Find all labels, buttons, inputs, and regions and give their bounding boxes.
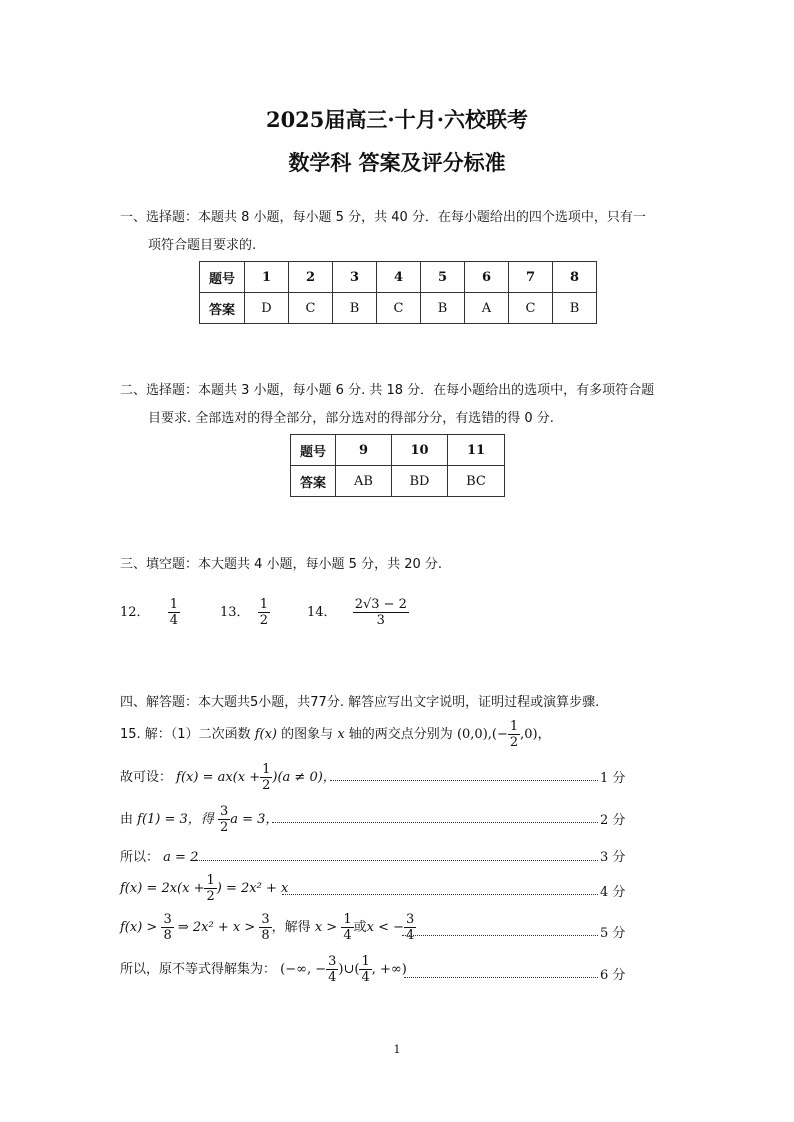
dot-leader [196,860,598,861]
step-math: f(x) > [120,920,158,935]
step-text: 所以： [120,850,160,865]
fraction [341,913,353,942]
question-number: 3 [333,262,377,293]
solution-step-6 [120,955,407,984]
fraction [259,913,271,942]
fill-answer-12 [120,598,180,627]
answer-cell: A [465,293,509,324]
denominator: 2 [262,778,271,793]
row-label-question-no: 题号 [200,262,245,293]
section3-heading: 三、填空题：本大题共 4 小题，每小题 5 分，共 20 分. [120,557,443,572]
section4-heading: 四、解答题：本大题共5小题，共77分. 解答应写出文字说明，证明过程或演算步骤. [120,695,600,710]
section2-heading: 二、选择题：本题共 3 小题，每小题 6 分. 共 18 分．在每小题给出的选项中，有多项符合题 [120,383,655,398]
denominator: 4 [169,613,178,628]
choice-answer-table-1 [199,261,597,324]
score-label: 3 分 [600,850,626,865]
dot-leader [404,977,598,978]
denominator: 4 [406,928,415,943]
step-math: )(a ≠ 0)， [272,770,336,785]
denominator: 2 [259,613,268,628]
score-label: 5 分 [600,926,626,941]
math-points-end: ,0)， [520,727,551,742]
step-math: x < − [366,920,404,935]
q15-intro: 15. 解：（1）二次函数 [120,727,251,742]
math-x: x [337,727,345,742]
answer-cell: B [553,293,597,324]
fraction [404,913,416,942]
dot-leader [272,822,598,823]
step-math: f(1) = 3，得 [137,812,214,827]
denominator: 2 [509,735,519,750]
fraction [353,598,409,627]
question-number: 4 [377,262,421,293]
item-number: 12． [120,605,150,620]
step-text: 或 [353,920,367,935]
denominator: 4 [343,928,352,943]
question-number: 2 [289,262,333,293]
score-label: 2 分 [600,813,626,828]
numerator: 3 [163,912,172,927]
row-label-question-no: 题号 [291,435,336,466]
fraction [218,805,230,834]
question-number: 8 [553,262,597,293]
numerator: 1 [509,719,519,734]
dot-leader [402,935,598,936]
score-label: 6 分 [600,968,626,983]
fraction [326,955,338,984]
numerator: 1 [259,597,268,612]
solution-step-3 [120,846,198,865]
step-text: 所以，原不等式得解集为： [120,962,277,977]
row-label-answer: 答案 [291,466,336,497]
math-points: (0,0),(− [456,727,508,742]
step-math: f(x) = ax(x + [176,770,261,785]
answer-cell: B [333,293,377,324]
numerator: 1 [343,912,352,927]
fraction [168,598,180,627]
step-math: (−∞, − [280,962,327,977]
answer-cell: AB [336,466,392,497]
fraction [508,720,520,749]
math-fx: f(x) [254,727,278,742]
numerator: 1 [169,597,178,612]
numerator: 1 [262,762,271,777]
fraction [359,955,371,984]
solution-step-4 [120,874,288,903]
numerator: 3 [406,912,415,927]
section2-heading-cont: 目要求. 全部选对的得全部分，部分选对的得部分分，有选错的得 0 分. [148,411,554,426]
step-math: f(x) = 2x(x + [120,881,205,896]
denominator: 8 [261,928,270,943]
table-row-answers [200,293,597,324]
fraction [204,874,216,903]
section1-heading: 一、选择题：本题共 8 小题，每小题 5 分，共 40 分．在每小题给出的四个选项中，只有一 [120,210,646,225]
answer-cell: C [509,293,553,324]
fraction [258,598,270,627]
question-number: 6 [465,262,509,293]
table-row-numbers [200,262,597,293]
solution-step-5 [120,913,416,942]
question-number: 11 [448,435,505,466]
step-math: ⇒ 2x² + x > [177,920,256,935]
answer-cell: BD [392,466,448,497]
answer-cell: C [377,293,421,324]
q15-intro-line [120,720,551,749]
denominator: 8 [163,928,172,943]
row-label-answer: 答案 [200,293,245,324]
solution-step-1 [120,763,336,792]
question-number: 1 [245,262,289,293]
answer-cell: B [421,293,465,324]
section1-heading-cont: 项符合题目要求的. [148,238,257,253]
fraction [260,763,272,792]
denominator: 2 [206,889,215,904]
answer-cell: D [245,293,289,324]
table-row-numbers [291,435,505,466]
numerator: 3 [261,912,270,927]
numerator: 1 [361,954,370,969]
step-math: )∪( [338,962,360,977]
step-text: ，解得 [271,920,311,935]
question-number: 9 [336,435,392,466]
step-math: ) = 2x² + x [216,881,289,896]
numerator: 2√3 − 2 [354,597,407,612]
choice-answer-table-2 [290,434,505,497]
item-number: 14． [307,605,337,620]
question-number: 5 [421,262,465,293]
answer-cell: BC [448,466,505,497]
numerator: 3 [219,804,229,819]
table-row-answers [291,466,505,497]
dot-leader [330,780,598,781]
step-math: a = 2 [163,850,199,865]
denominator: 3 [353,612,409,627]
numerator: 3 [328,954,337,969]
step-text: 由 [120,812,134,827]
step-text: 故可设： [120,770,173,785]
score-label: 1 分 [600,771,626,786]
solution-step-2 [120,805,278,834]
question-number: 10 [392,435,448,466]
document-subtitle: 数学科 答案及评分标准 [288,150,506,175]
score-label: 4 分 [600,885,626,900]
dot-leader [282,894,598,895]
answer-cell: C [289,293,333,324]
q15-text: 轴的两交点分别为 [348,727,453,742]
step-math: , +∞) [371,962,407,977]
question-number: 7 [509,262,553,293]
denominator: 2 [219,820,229,835]
item-number: 13． [220,605,250,620]
document-title: 2025届高三·十月·六校联考 [265,107,529,132]
step-math: x > [314,920,338,935]
q15-text: 的图象与 [281,727,334,742]
fill-answer-14 [307,598,409,627]
fraction [161,913,173,942]
step-math: a = 3， [230,812,279,827]
denominator: 4 [328,970,337,985]
fill-answer-13 [220,598,270,627]
page-number: 1 [393,1043,401,1056]
denominator: 4 [361,970,370,985]
numerator: 1 [206,873,215,888]
